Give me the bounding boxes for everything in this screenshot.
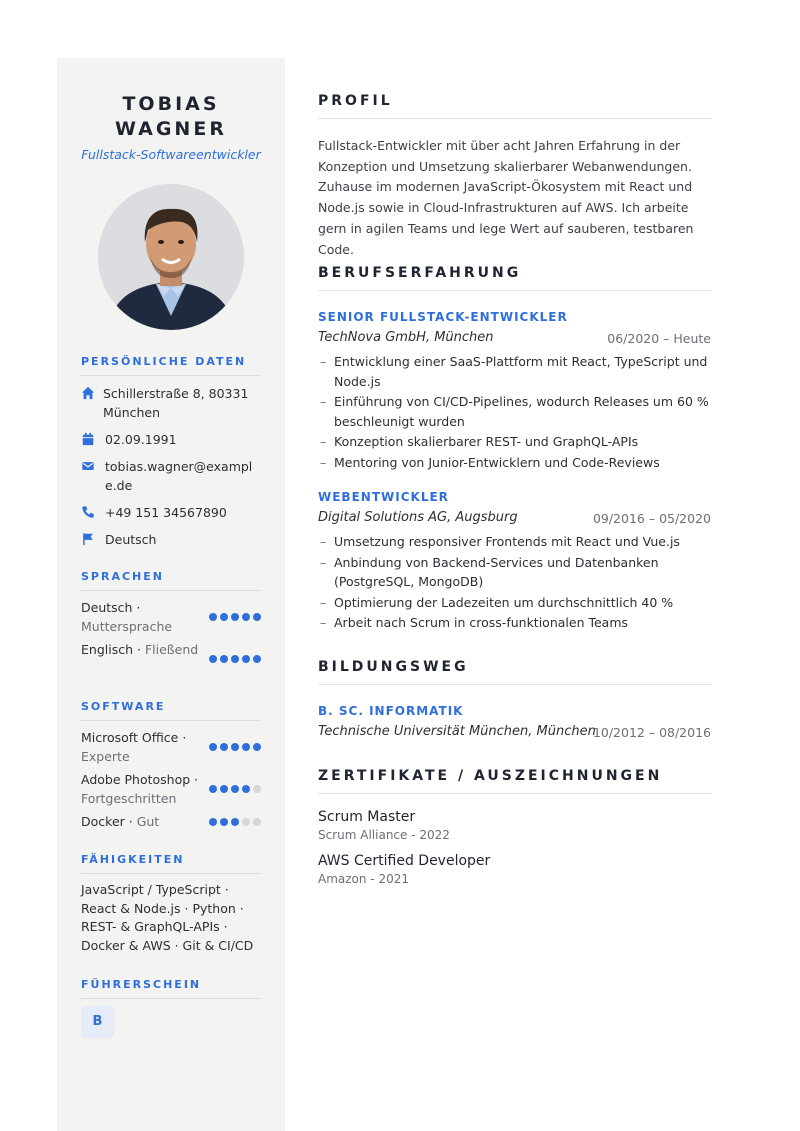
rating-dots: [209, 785, 261, 793]
job-bullet: – Mentoring von Junior-Entwicklern und Code-Reviews: [318, 453, 712, 473]
rating-dots: [209, 743, 261, 751]
license-badge: B: [81, 1006, 114, 1038]
language-level: Muttersprache: [81, 618, 173, 634]
job-company: Digital Solutions AG, Augsburg: [318, 510, 518, 525]
nationality-item: [81, 530, 261, 549]
job-bullet: – Arbeit nach Scrum in cross-funktionalen Teams: [318, 613, 712, 633]
job-bullet: – Konzeption skalierbarer REST- und GraphQL-APIs: [318, 432, 712, 452]
rating-dot-filled: [231, 743, 239, 751]
language-name: Englisch: [81, 642, 134, 657]
software-item: Adobe Photoshop · Fortgeschritten: [81, 771, 261, 808]
job-company: TechNova GmbH, München: [318, 330, 494, 345]
education-dates: 10/2012 – 08/2016: [592, 725, 711, 740]
profile-text: Fullstack-Entwickler mit über acht Jahren Erfahrung in der Konzeption und Umsetzung skalierbarer Webanwendungen. Zuhause im modernen JavaScript-Ökosystem mit React und Node.js sowie in Cloud-Infrastrukturen auf AWS. Ich arbeite gern in agilen Teams und lege Wert auf sauberen, testbaren Code.: [318, 138, 694, 257]
software-name: Microsoft Office: [81, 730, 179, 745]
rating-dot-filled: [209, 818, 217, 826]
rating-dot-filled: [220, 743, 228, 751]
rating-dot-filled: [242, 613, 250, 621]
job-bullet: – Entwicklung einer SaaS-Plattform mit React, TypeScript und Node.js: [318, 352, 712, 391]
abilities-heading: FÄHIGKEITEN: [81, 853, 261, 874]
rating-dot-filled: [209, 613, 217, 621]
job-title: Fullstack-Softwareentwickler: [81, 147, 261, 162]
rating-dot-filled: [220, 613, 228, 621]
job-bullet: – Optimierung der Ladezeiten um durchschnittlich 40 %: [318, 593, 712, 613]
rating-dot-filled: [242, 655, 250, 663]
phone-item: [81, 503, 261, 522]
email-text: tobias.wagner@example.de: [105, 459, 253, 493]
birthdate-item: [81, 430, 261, 449]
experience-heading: BERUFSERFAHRUNG: [318, 265, 712, 291]
rating-dot-filled: [209, 655, 217, 663]
rating-dot-filled: [220, 818, 228, 826]
language-name: Deutsch: [81, 600, 133, 615]
certificate-name: AWS Certified Developer: [318, 853, 491, 869]
rating-dot-filled: [220, 785, 228, 793]
sidebar: [57, 58, 285, 1131]
job-dates: 09/2016 – 05/2020: [592, 511, 711, 526]
job-bullets: [318, 352, 712, 473]
rating-dot-empty: [242, 818, 250, 826]
job-title: SENIOR FULLSTACK-ENTWICKLER: [318, 310, 568, 324]
degree-title: B. SC. INFORMATIK: [318, 704, 464, 718]
license-heading: FÜHRERSCHEIN: [81, 978, 261, 999]
software-item: Docker · Gut: [81, 813, 261, 832]
rating-dot-filled: [242, 743, 250, 751]
email-item: [81, 457, 261, 495]
software-level: Fortgeschritten: [81, 790, 177, 806]
school-name: Technische Universität München, München: [318, 724, 596, 739]
phone-text: +49 151 34567890: [105, 505, 227, 520]
rating-dot-filled: [209, 743, 217, 751]
flag-icon: [81, 532, 95, 546]
software-level: Experte: [81, 748, 130, 764]
address-item: [81, 384, 261, 422]
job-dates: 06/2020 – Heute: [607, 331, 711, 346]
rating-dot-empty: [253, 818, 261, 826]
rating-dot-filled: [231, 613, 239, 621]
rating-dot-filled: [231, 785, 239, 793]
software-item: Microsoft Office · Experte: [81, 729, 261, 766]
abilities-text: JavaScript / TypeScript · React & Node.js · Python · REST- & GraphQL-APIs · Docker & AWS · Git & CI/CD: [81, 882, 254, 953]
rating-dot-filled: [231, 818, 239, 826]
software-name: Adobe Photoshop: [81, 772, 191, 787]
job-bullet: – Anbindung von Backend-Services und Datenbanken (PostgreSQL, MongoDB): [318, 553, 712, 592]
language-item: Deutsch · Muttersprache: [81, 599, 261, 636]
rating-dots: [209, 655, 261, 663]
home-icon: [81, 386, 95, 400]
rating-dots: [209, 613, 261, 621]
job-bullet: – Umsetzung responsiver Frontends mit React und Vue.js: [318, 532, 712, 552]
rating-dot-filled: [209, 785, 217, 793]
profile-photo: [98, 184, 244, 330]
rating-dot-empty: [253, 785, 261, 793]
job-bullets: [318, 532, 712, 634]
language-level: Fließend: [144, 642, 199, 657]
first-name: TOBIAS: [122, 93, 220, 115]
profile-heading: PROFIL: [318, 93, 712, 119]
last-name: WAGNER: [115, 118, 227, 140]
certificate-issuer: Scrum Alliance - 2022: [318, 828, 450, 842]
rating-dot-filled: [253, 613, 261, 621]
certificates-heading: ZERTIFIKATE / AUSZEICHNUNGEN: [318, 768, 712, 794]
rating-dots: [209, 818, 261, 826]
software-heading: SOFTWARE: [81, 700, 261, 721]
envelope-icon: [81, 459, 95, 473]
personal-data-heading: PERSÖNLICHE DATEN: [81, 355, 261, 376]
rating-dot-filled: [220, 655, 228, 663]
phone-icon: [81, 505, 95, 519]
language-item: Englisch · Fließend: [81, 641, 261, 660]
birthdate-text: 02.09.1991: [105, 432, 177, 447]
software-level: Gut: [136, 814, 160, 829]
rating-dot-filled: [242, 785, 250, 793]
job-bullet: – Einführung von CI/CD-Pipelines, wodurch Releases um 60 % beschleunigt wurden: [318, 392, 712, 431]
rating-dot-filled: [231, 655, 239, 663]
calendar-icon: [81, 432, 95, 446]
job-title: WEBENTWICKLER: [318, 490, 449, 504]
certificate-issuer: Amazon - 2021: [318, 872, 409, 886]
software-name: Docker: [81, 814, 125, 829]
nationality-text: Deutsch: [105, 532, 157, 547]
education-heading: BILDUNGSWEG: [318, 659, 712, 685]
certificate-name: Scrum Master: [318, 809, 416, 825]
rating-dot-filled: [253, 743, 261, 751]
rating-dot-filled: [253, 655, 261, 663]
address-text: Schillerstraße 8, 80331 München: [103, 386, 249, 420]
languages-heading: SPRACHEN: [81, 570, 261, 591]
